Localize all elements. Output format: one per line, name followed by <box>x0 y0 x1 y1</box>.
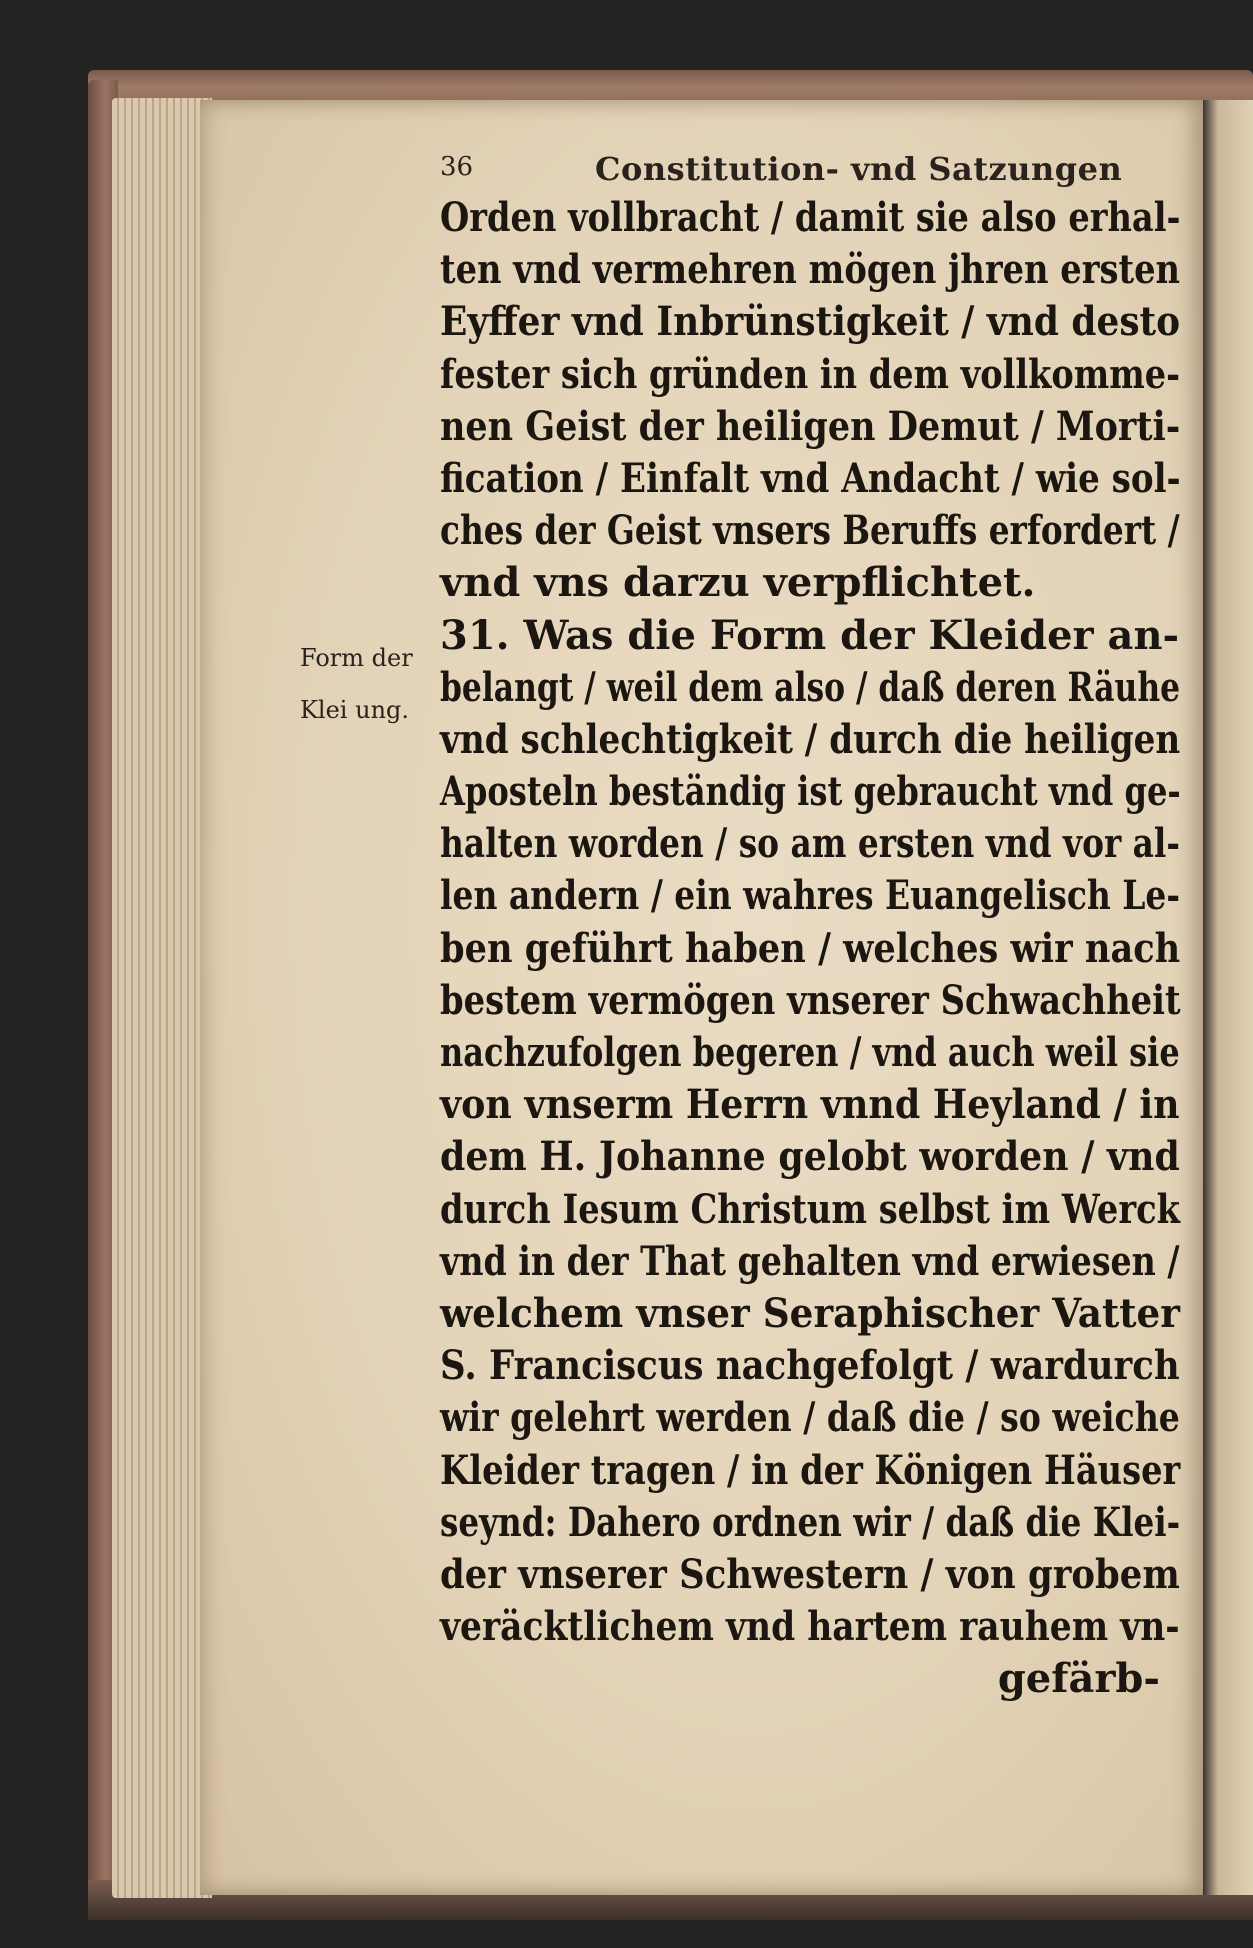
text-line: vnd schlechtigkeit / durch die heiligen <box>440 715 1181 763</box>
text-line: len andern / ein wahres Euangelisch Le- <box>440 872 1181 920</box>
text-line: der vnserer Schwestern / von grobem <box>440 1550 1180 1598</box>
text-line: dem H. Johanne gelobt worden / vnd <box>440 1133 1180 1181</box>
margin-note <box>300 632 440 736</box>
facing-page-edge <box>1203 100 1253 1895</box>
text-line: veräcktlichem vnd hartem rauhem vn- <box>440 1603 1180 1651</box>
text-line: Kleider tragen / in der Königen Häuser <box>440 1446 1181 1494</box>
text-line: ten vnd vermehren mögen jhren ersten <box>440 246 1181 294</box>
text-line: vnd in der That gehalten vnd erwiesen / <box>440 1237 1180 1285</box>
text-line: halten worden / so am ersten vnd vor al- <box>440 820 1180 868</box>
text-line: seynd: Dahero ordnen wir / daß die Klei- <box>440 1498 1181 1546</box>
text-line: vnd vns darzu verpflichtet. <box>440 559 1036 607</box>
margin-note-line: Klei ung. <box>300 696 410 724</box>
text-line: fication / Einfalt vnd Andacht / wie sol- <box>440 454 1181 502</box>
page-number: 36 <box>440 152 474 182</box>
page-stack-edges <box>112 98 212 1898</box>
text-line: durch Iesum Christum selbst im Werck <box>440 1185 1180 1233</box>
margin-note-line: Form der <box>300 644 413 672</box>
catchword: gefärb- <box>997 1655 1160 1703</box>
text-line: 31. Was die Form der Kleider an- <box>440 611 1180 659</box>
text-line: Aposteln beständig ist gebraucht vnd ge- <box>440 768 1181 816</box>
text-line: Orden vollbracht / damit sie also erhal- <box>440 194 1181 241</box>
text-line: welchem vnser Seraphischer Vatter <box>440 1289 1180 1337</box>
text-line: nen Geist der heiligen Demut / Morti- <box>440 402 1181 450</box>
body-text <box>440 192 1180 1705</box>
text-line: von vnserm Herrn vnnd Heyland / in <box>440 1081 1180 1129</box>
text-line: nachzufolgen begeren / vnd auch weil sie <box>440 1029 1180 1076</box>
text-line: ches der Geist vnsers Beruffs erfordert / <box>440 507 1180 555</box>
text-line: wir gelehrt werden / daß die / so weiche <box>440 1394 1180 1442</box>
text-line: Eyffer vnd Inbrünstigkeit / vnd desto <box>440 298 1181 346</box>
text-line: bestem vermögen vnserer Schwachheit <box>440 976 1181 1024</box>
text-line: fester sich gründen in dem vollkomme- <box>440 350 1181 398</box>
text-line: belangt / weil dem also / daß deren Räuhe <box>440 663 1181 711</box>
text-line: ben geführt haben / welches wir nach <box>440 924 1181 972</box>
running-title: Constitution- vnd Satzungen <box>595 150 1123 188</box>
text-line: S. Franciscus nachgefolgt / wardurch <box>440 1342 1180 1390</box>
